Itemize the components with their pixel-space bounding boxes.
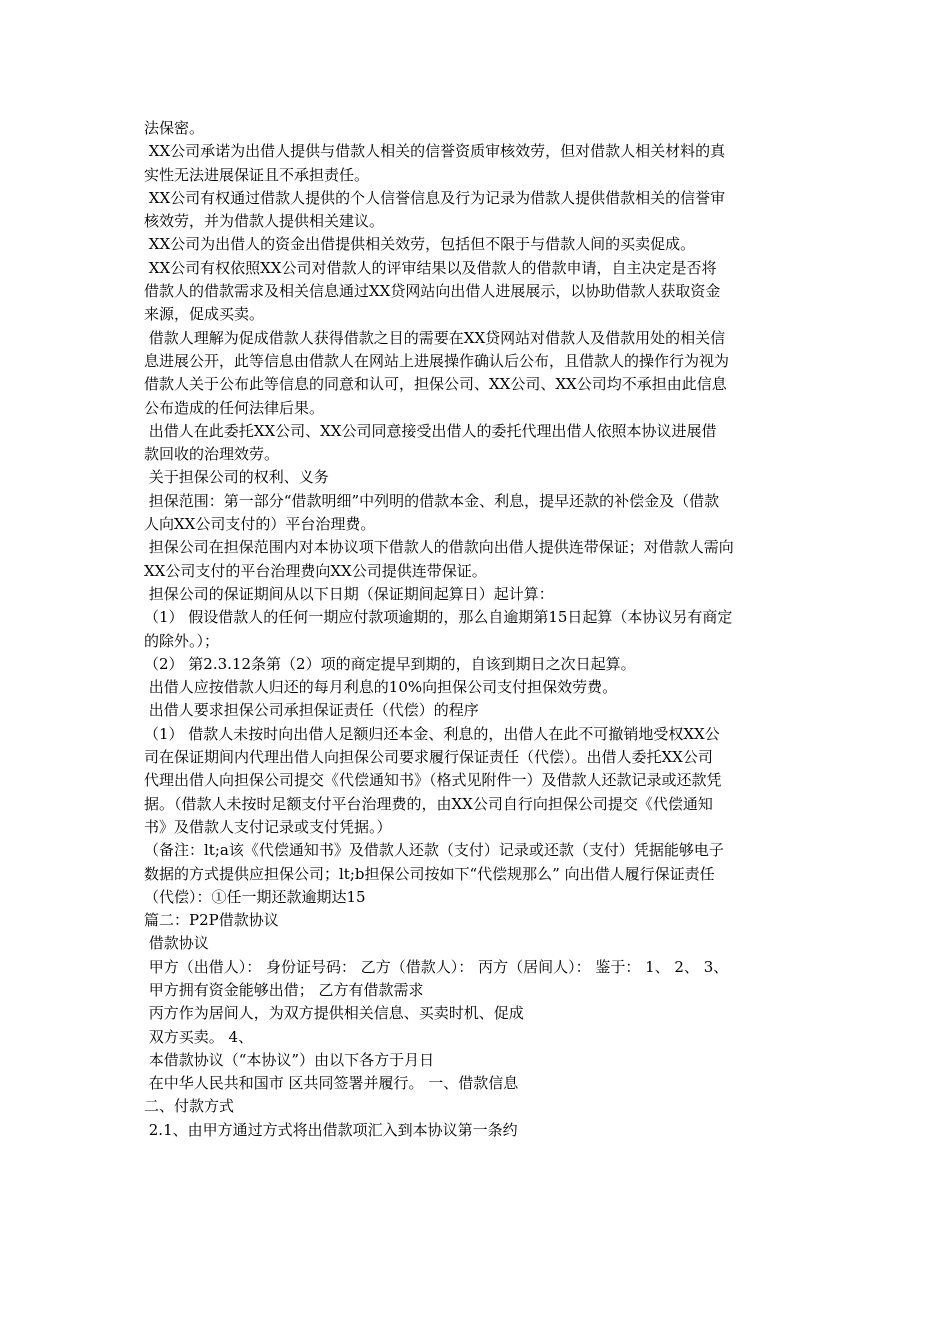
text-line: XX公司有权通过借款人提供的个人信誉信息及行为记录为借款人提供借款相关的信誉审 bbox=[144, 188, 726, 207]
text-line: 款回收的治理效劳。 bbox=[144, 445, 280, 464]
text-line: （备注：lt;a该《代偿通知书》及借款人还款（支付）记录或还款（支付）凭据能够电子 bbox=[144, 841, 724, 860]
text-line: 借款人理解为促成借款人获得借款之目的需要在XX贷网站对借款人及借款用处的相关信 bbox=[144, 328, 726, 347]
section-heading: 二、付款方式 bbox=[144, 1097, 235, 1116]
text-line: 双方买卖。 4、 bbox=[144, 1027, 254, 1046]
section-heading: 关于担保公司的权利、义务 bbox=[144, 468, 329, 487]
text-line: 出借人在此委托XX公司、XX公司同意接受出借人的委托代理出借人依照本协议进展借 bbox=[144, 421, 717, 440]
text-line: 据。（借款人未按时足额支付平台治理费的，由XX公司自行向担保公司提交《代偿通知 bbox=[144, 794, 713, 813]
text-line: 担保公司在担保范围内对本协议项下借款人的借款向出借人提供连带保证；对借款人需向 bbox=[144, 538, 734, 557]
text-line: 法保密。 bbox=[144, 119, 205, 137]
text-line: XX公司承诺为出借人提供与借款人相关的信誉资质审核效劳，但对借款人相关材料的真 bbox=[144, 142, 726, 161]
text-line: 息进展公开，此等信息由借款人在网站上进展操作确认后公布，且借款人的操作行为视为 bbox=[144, 351, 730, 370]
text-line: 本借款协议（“本协议”）由以下各方于月日 bbox=[144, 1050, 435, 1069]
text-line: 实性无法进展保证且不承担责任。 bbox=[144, 165, 370, 184]
text-line: 代理出借人向担保公司提交《代偿通知书》（格式见附件一）及借款人还款记录或还款凭 bbox=[144, 771, 722, 790]
section-heading: 篇二：P2P借款协议 bbox=[144, 911, 279, 930]
text-line: 数据的方式提供应担保公司；lt;b担保公司按如下“代偿规那么” 向出借人履行保证责任 bbox=[144, 864, 715, 883]
text-line: XX公司有权依照XX公司对借款人的评审结果以及借款人的借款申请，自主决定是否将 bbox=[144, 258, 717, 277]
document-body bbox=[144, 117, 810, 1142]
text-line: XX公司支付的平台治理费向XX公司提供连带保证。 bbox=[144, 561, 487, 580]
text-line: 书》及借款人支付记录或支付凭据。） bbox=[144, 817, 392, 836]
section-heading: 出借人要求担保公司承担保证责任（代偿）的程序 bbox=[144, 701, 479, 720]
text-line: 在中华人民共和国市 区共同签署并履行。 一、借款信息 bbox=[144, 1074, 519, 1093]
text-line: 甲方（出借人）： 身份证号码： 乙方（借款人）： 丙方（居间人）： 鉴于： 1、 2、 3、 bbox=[144, 957, 729, 976]
text-line: 担保范围：第一部分“借款明细”中列明的借款本金、利息，提早还款的补偿金及（借款 bbox=[144, 491, 720, 510]
text-line: 核效劳，并为借款人提供相关建议。 bbox=[144, 212, 385, 231]
text-line: 人向XX公司支付的）平台治理费。 bbox=[144, 515, 376, 534]
text-line: （2） 第2.3.12条第（2）项的商定提早到期的，自该到期日之次日起算。 bbox=[144, 654, 636, 673]
text-line: 甲方拥有资金能够出借； 乙方有借款需求 bbox=[144, 980, 424, 999]
text-line: 来源，促成买卖。 bbox=[144, 305, 265, 324]
text-line: 出借人应按借款人归还的每月利息的10%向担保公司支付担保效劳费。 bbox=[144, 678, 618, 697]
text-line: 的除外。）； bbox=[144, 631, 220, 650]
text-line: 丙方作为居间人，为双方提供相关信息、买卖时机、促成 bbox=[144, 1004, 524, 1023]
text-line: 担保公司的保证期间从以下日期（保证期间起算日）起计算： bbox=[144, 584, 554, 603]
text-line: 借款人关于公布此等信息的同意和认可，担保公司、XX公司、XX公司均不承担由此信息 bbox=[144, 375, 727, 394]
text-line: 司在保证期间内代理出借人向担保公司要求履行保证责任（代偿）。出借人委托XX公司 bbox=[144, 748, 713, 767]
text-line: 借款人的借款需求及相关信息通过XX贷网站向出借人进展展示，以协助借款人获取资金 bbox=[144, 282, 721, 301]
section-heading: 借款协议 bbox=[144, 934, 209, 953]
text-line: XX公司为出借人的资金出借提供相关效劳，包括但不限于与借款人间的买卖促成。 bbox=[144, 235, 696, 254]
text-line: （1） 假设借款人的任何一期应付款项逾期的，那么自逾期第15日起算（本协议另有商定 bbox=[144, 608, 733, 627]
text-line: 2.1、由甲方通过方式将出借款项汇入到本协议第一条约 bbox=[144, 1120, 518, 1139]
text-line: 公布造成的任何法律后果。 bbox=[144, 398, 325, 417]
text-line: （代偿）：①任一期还款逾期达15 bbox=[144, 887, 366, 906]
text-line: （1） 借款人未按时向出借人足额归还本金、利息的，出借人在此不可撤销地受权XX公 bbox=[144, 724, 720, 743]
